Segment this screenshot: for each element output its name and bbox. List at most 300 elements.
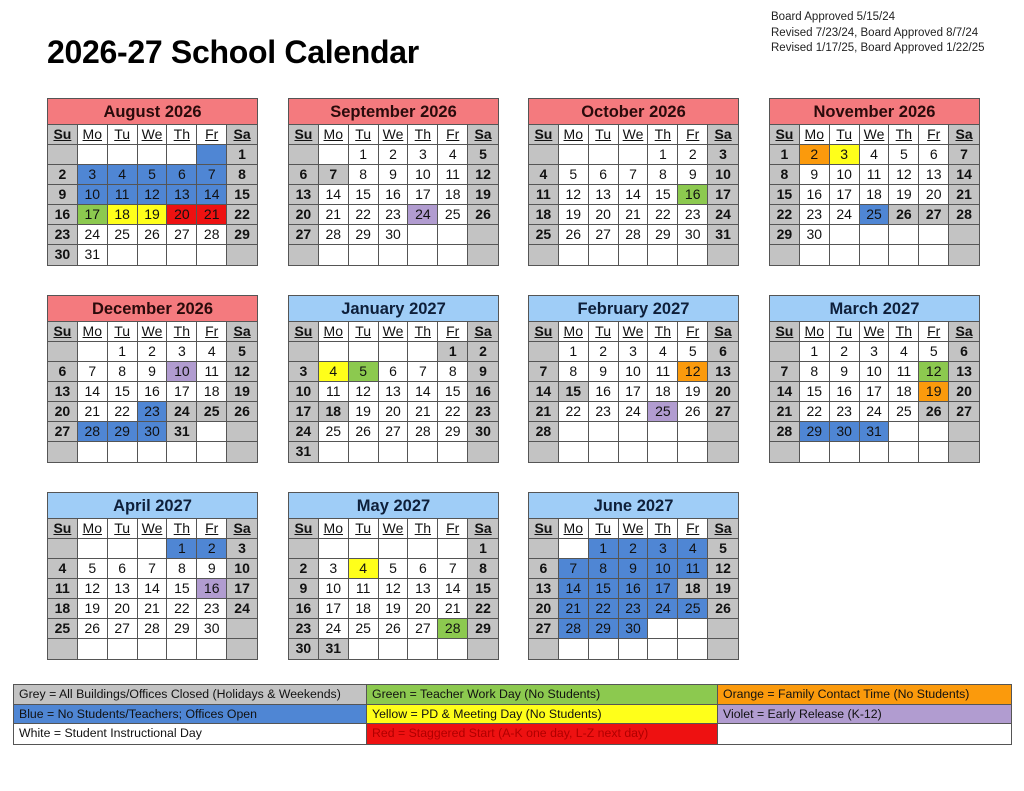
day-cell: 2 <box>197 539 227 559</box>
weekday-header: Th <box>889 322 919 342</box>
empty-cell <box>48 539 78 559</box>
weekday-header: Sa <box>468 322 498 342</box>
empty-cell <box>289 145 319 165</box>
day-cell: 4 <box>860 145 890 165</box>
empty-cell <box>468 639 498 659</box>
day-cell: 16 <box>468 382 498 402</box>
empty-cell <box>408 539 438 559</box>
revision-line: Revised 1/17/25, Board Approved 1/22/25 <box>771 42 985 54</box>
day-cell: 30 <box>197 619 227 639</box>
day-cell: 31 <box>319 639 349 659</box>
day-grid <box>529 519 738 659</box>
empty-cell <box>559 422 589 442</box>
empty-cell <box>708 442 738 462</box>
weekday-header: Su <box>529 322 559 342</box>
weekday-header: Th <box>408 125 438 145</box>
day-cell: 17 <box>860 382 890 402</box>
day-cell: 24 <box>619 402 649 422</box>
day-cell: 9 <box>589 362 619 382</box>
day-cell: 17 <box>167 382 197 402</box>
day-cell: 2 <box>800 145 830 165</box>
day-cell: 7 <box>438 559 468 579</box>
day-cell: 24 <box>408 205 438 225</box>
empty-cell <box>108 145 138 165</box>
weekday-header: Tu <box>108 519 138 539</box>
day-cell: 17 <box>408 185 438 205</box>
day-cell: 14 <box>619 185 649 205</box>
day-cell: 17 <box>830 185 860 205</box>
empty-cell <box>648 422 678 442</box>
day-cell: 17 <box>289 402 319 422</box>
day-cell: 22 <box>167 599 197 619</box>
empty-cell <box>770 442 800 462</box>
empty-cell <box>379 639 409 659</box>
day-cell: 5 <box>708 539 738 559</box>
empty-cell <box>589 422 619 442</box>
day-cell: 4 <box>889 342 919 362</box>
day-cell: 10 <box>227 559 257 579</box>
weekday-header: Su <box>48 125 78 145</box>
day-cell: 29 <box>800 422 830 442</box>
day-cell: 11 <box>648 362 678 382</box>
weekday-header: Th <box>167 519 197 539</box>
day-cell: 14 <box>319 185 349 205</box>
day-cell: 29 <box>468 619 498 639</box>
weekday-header: We <box>860 322 890 342</box>
day-cell: 13 <box>529 579 559 599</box>
day-cell: 18 <box>529 205 559 225</box>
empty-cell <box>438 539 468 559</box>
day-cell: 18 <box>860 185 890 205</box>
day-cell: 23 <box>379 205 409 225</box>
day-cell: 7 <box>78 362 108 382</box>
day-cell: 10 <box>648 559 678 579</box>
day-cell: 16 <box>289 599 319 619</box>
day-cell: 15 <box>227 185 257 205</box>
empty-cell <box>319 145 349 165</box>
day-grid <box>48 519 257 659</box>
day-cell: 26 <box>708 599 738 619</box>
legend-item: Orange = Family Contact Time (No Students) <box>718 685 1011 705</box>
day-cell: 23 <box>830 402 860 422</box>
day-cell: 23 <box>138 402 168 422</box>
day-cell: 31 <box>289 442 319 462</box>
day-cell: 4 <box>319 362 349 382</box>
empty-cell <box>619 422 649 442</box>
empty-cell <box>408 342 438 362</box>
empty-cell <box>529 145 559 165</box>
empty-cell <box>648 442 678 462</box>
empty-cell <box>78 639 108 659</box>
day-cell: 22 <box>438 402 468 422</box>
day-cell: 3 <box>830 145 860 165</box>
empty-cell <box>889 225 919 245</box>
weekday-header: We <box>619 322 649 342</box>
day-cell: 19 <box>889 185 919 205</box>
day-cell: 26 <box>227 402 257 422</box>
day-cell: 22 <box>589 599 619 619</box>
month-title: October 2026 <box>529 99 738 125</box>
day-cell: 26 <box>559 225 589 245</box>
day-cell: 16 <box>197 579 227 599</box>
day-cell: 15 <box>770 185 800 205</box>
day-cell: 6 <box>529 559 559 579</box>
day-cell: 15 <box>589 579 619 599</box>
revision-line: Board Approved 5/15/24 <box>771 11 896 23</box>
empty-cell <box>708 422 738 442</box>
day-cell: 6 <box>167 165 197 185</box>
empty-cell <box>227 639 257 659</box>
weekday-header: Mo <box>559 322 589 342</box>
empty-cell <box>648 619 678 639</box>
month-april-2027 <box>47 492 258 660</box>
day-cell: 25 <box>48 619 78 639</box>
day-cell: 11 <box>48 579 78 599</box>
empty-cell <box>319 342 349 362</box>
day-cell: 11 <box>349 579 379 599</box>
day-cell: 16 <box>589 382 619 402</box>
day-cell: 5 <box>889 145 919 165</box>
day-cell: 10 <box>167 362 197 382</box>
weekday-header: Fr <box>919 322 949 342</box>
day-cell: 7 <box>949 145 979 165</box>
day-cell: 9 <box>678 165 708 185</box>
day-cell: 15 <box>800 382 830 402</box>
day-cell: 20 <box>167 205 197 225</box>
day-cell: 25 <box>438 205 468 225</box>
empty-cell <box>468 245 498 265</box>
empty-cell <box>438 639 468 659</box>
empty-cell <box>589 145 619 165</box>
empty-cell <box>408 639 438 659</box>
day-cell: 6 <box>708 342 738 362</box>
day-cell: 28 <box>319 225 349 245</box>
empty-cell <box>468 442 498 462</box>
day-cell: 2 <box>138 342 168 362</box>
weekday-header: Th <box>648 322 678 342</box>
day-grid <box>770 125 979 265</box>
weekday-header: Mo <box>319 322 349 342</box>
empty-cell <box>589 245 619 265</box>
day-cell: 5 <box>678 342 708 362</box>
empty-cell <box>529 342 559 362</box>
day-cell: 18 <box>889 382 919 402</box>
legend-item: Blue = No Students/Teachers; Offices Open <box>14 705 367 725</box>
day-cell: 22 <box>468 599 498 619</box>
weekday-header: Tu <box>589 322 619 342</box>
day-cell: 23 <box>800 205 830 225</box>
day-cell: 10 <box>830 165 860 185</box>
day-cell: 23 <box>468 402 498 422</box>
empty-cell <box>830 245 860 265</box>
day-cell: 27 <box>289 225 319 245</box>
empty-cell <box>167 639 197 659</box>
day-cell: 8 <box>108 362 138 382</box>
weekday-header: Sa <box>468 125 498 145</box>
empty-cell <box>949 422 979 442</box>
day-cell: 25 <box>860 205 890 225</box>
day-cell: 29 <box>108 422 138 442</box>
month-title: June 2027 <box>529 493 738 519</box>
day-grid <box>289 125 498 265</box>
day-cell: 24 <box>289 422 319 442</box>
empty-cell <box>619 442 649 462</box>
empty-cell <box>648 639 678 659</box>
empty-cell <box>319 539 349 559</box>
day-cell: 30 <box>379 225 409 245</box>
day-cell: 3 <box>619 342 649 362</box>
day-cell: 12 <box>708 559 738 579</box>
weekday-header: We <box>379 519 409 539</box>
day-cell: 29 <box>770 225 800 245</box>
empty-cell <box>800 442 830 462</box>
day-cell: 1 <box>800 342 830 362</box>
day-cell: 28 <box>529 422 559 442</box>
day-cell: 3 <box>648 539 678 559</box>
day-cell: 22 <box>800 402 830 422</box>
weekday-header: Sa <box>468 519 498 539</box>
day-cell: 7 <box>408 362 438 382</box>
empty-cell <box>949 245 979 265</box>
empty-cell <box>529 539 559 559</box>
weekday-header: We <box>138 519 168 539</box>
day-cell: 26 <box>379 619 409 639</box>
day-cell: 24 <box>78 225 108 245</box>
empty-cell <box>138 539 168 559</box>
weekday-header: Tu <box>349 125 379 145</box>
weekday-header: Mo <box>319 519 349 539</box>
weekday-header: Tu <box>589 125 619 145</box>
day-cell: 27 <box>708 402 738 422</box>
empty-cell <box>167 442 197 462</box>
color-legend <box>13 684 1012 745</box>
day-cell: 15 <box>648 185 678 205</box>
weekday-header: Th <box>167 125 197 145</box>
day-cell: 20 <box>949 382 979 402</box>
day-cell: 6 <box>379 362 409 382</box>
day-cell: 20 <box>529 599 559 619</box>
empty-cell <box>830 225 860 245</box>
weekday-header: Th <box>648 125 678 145</box>
day-cell: 24 <box>319 619 349 639</box>
empty-cell <box>349 639 379 659</box>
day-cell: 5 <box>349 362 379 382</box>
day-cell: 27 <box>108 619 138 639</box>
day-cell: 19 <box>349 402 379 422</box>
weekday-header: Sa <box>227 125 257 145</box>
day-cell: 18 <box>197 382 227 402</box>
day-cell: 13 <box>708 362 738 382</box>
day-cell: 5 <box>468 145 498 165</box>
day-cell: 3 <box>78 165 108 185</box>
day-cell: 7 <box>529 362 559 382</box>
day-cell: 12 <box>227 362 257 382</box>
weekday-header: Tu <box>108 322 138 342</box>
empty-cell <box>559 539 589 559</box>
revision-notes <box>771 10 985 57</box>
empty-cell <box>529 639 559 659</box>
day-cell: 16 <box>138 382 168 402</box>
day-cell: 13 <box>379 382 409 402</box>
day-cell: 25 <box>648 402 678 422</box>
day-cell: 25 <box>349 619 379 639</box>
day-cell: 17 <box>708 185 738 205</box>
day-cell: 6 <box>108 559 138 579</box>
day-cell: 15 <box>559 382 589 402</box>
weekday-header: We <box>138 322 168 342</box>
day-cell: 1 <box>349 145 379 165</box>
day-cell: 28 <box>138 619 168 639</box>
day-cell: 21 <box>78 402 108 422</box>
day-cell: 26 <box>349 422 379 442</box>
day-cell: 19 <box>138 205 168 225</box>
day-cell: 16 <box>830 382 860 402</box>
day-cell: 16 <box>619 579 649 599</box>
day-cell: 4 <box>108 165 138 185</box>
weekday-header: We <box>619 519 649 539</box>
weekday-header: Su <box>529 519 559 539</box>
day-cell: 21 <box>770 402 800 422</box>
day-cell: 11 <box>889 362 919 382</box>
day-cell: 13 <box>48 382 78 402</box>
day-cell: 11 <box>108 185 138 205</box>
day-cell: 5 <box>78 559 108 579</box>
day-cell: 6 <box>289 165 319 185</box>
day-cell: 5 <box>138 165 168 185</box>
day-cell: 27 <box>529 619 559 639</box>
day-cell: 13 <box>289 185 319 205</box>
day-cell: 28 <box>619 225 649 245</box>
day-cell: 21 <box>438 599 468 619</box>
day-cell: 5 <box>227 342 257 362</box>
day-cell: 10 <box>408 165 438 185</box>
day-grid <box>48 322 257 462</box>
day-cell: 15 <box>108 382 138 402</box>
empty-cell <box>678 639 708 659</box>
weekday-header: Fr <box>197 519 227 539</box>
day-grid <box>529 125 738 265</box>
day-cell: 1 <box>167 539 197 559</box>
empty-cell <box>860 225 890 245</box>
day-cell: 19 <box>468 185 498 205</box>
day-cell: 23 <box>619 599 649 619</box>
day-cell: 14 <box>559 579 589 599</box>
empty-cell <box>197 422 227 442</box>
day-cell: 8 <box>349 165 379 185</box>
weekday-header: Th <box>648 519 678 539</box>
empty-cell <box>770 245 800 265</box>
empty-cell <box>919 225 949 245</box>
day-cell: 19 <box>227 382 257 402</box>
empty-cell <box>197 245 227 265</box>
empty-cell <box>227 422 257 442</box>
day-cell: 15 <box>438 382 468 402</box>
day-cell: 30 <box>48 245 78 265</box>
day-cell: 6 <box>949 342 979 362</box>
day-cell: 22 <box>770 205 800 225</box>
day-cell: 22 <box>559 402 589 422</box>
day-cell: 1 <box>589 539 619 559</box>
day-cell: 29 <box>648 225 678 245</box>
weekday-header: We <box>138 125 168 145</box>
day-cell: 10 <box>708 165 738 185</box>
day-cell: 27 <box>949 402 979 422</box>
day-cell: 26 <box>678 402 708 422</box>
day-cell: 3 <box>860 342 890 362</box>
weekday-header: Su <box>770 322 800 342</box>
month-title: November 2026 <box>770 99 979 125</box>
empty-cell <box>138 145 168 165</box>
day-cell: 20 <box>289 205 319 225</box>
empty-cell <box>408 442 438 462</box>
day-cell: 26 <box>78 619 108 639</box>
empty-cell <box>289 342 319 362</box>
day-cell: 14 <box>949 165 979 185</box>
day-cell: 2 <box>468 342 498 362</box>
day-cell: 7 <box>559 559 589 579</box>
weekday-header: Sa <box>708 125 738 145</box>
day-cell: 12 <box>78 579 108 599</box>
weekday-header: Tu <box>830 125 860 145</box>
day-cell: 18 <box>349 599 379 619</box>
day-cell: 2 <box>619 539 649 559</box>
day-cell: 20 <box>589 205 619 225</box>
day-cell: 26 <box>468 205 498 225</box>
weekday-header: Su <box>289 322 319 342</box>
empty-cell <box>349 342 379 362</box>
day-cell: 1 <box>559 342 589 362</box>
day-cell: 10 <box>619 362 649 382</box>
month-title: August 2026 <box>48 99 257 125</box>
month-title: December 2026 <box>48 296 257 322</box>
legend-item <box>718 724 1011 744</box>
day-cell: 11 <box>860 165 890 185</box>
weekday-header: We <box>860 125 890 145</box>
day-cell: 1 <box>648 145 678 165</box>
day-cell: 21 <box>949 185 979 205</box>
day-cell: 3 <box>319 559 349 579</box>
empty-cell <box>589 442 619 462</box>
day-cell: 1 <box>468 539 498 559</box>
day-cell: 17 <box>319 599 349 619</box>
day-cell: 25 <box>108 225 138 245</box>
day-cell: 10 <box>319 579 349 599</box>
day-cell: 3 <box>289 362 319 382</box>
day-cell: 11 <box>319 382 349 402</box>
weekday-header: Tu <box>108 125 138 145</box>
weekday-header: Mo <box>78 519 108 539</box>
day-cell: 18 <box>648 382 678 402</box>
day-cell: 23 <box>289 619 319 639</box>
day-cell: 5 <box>559 165 589 185</box>
day-cell: 21 <box>319 205 349 225</box>
day-cell: 28 <box>197 225 227 245</box>
weekday-header: Su <box>770 125 800 145</box>
day-cell: 15 <box>349 185 379 205</box>
weekday-header: Sa <box>949 322 979 342</box>
day-cell: 17 <box>619 382 649 402</box>
day-cell: 28 <box>78 422 108 442</box>
empty-cell <box>379 442 409 462</box>
month-title: March 2027 <box>770 296 979 322</box>
empty-cell <box>138 639 168 659</box>
day-cell: 23 <box>589 402 619 422</box>
day-cell: 9 <box>138 362 168 382</box>
day-cell: 28 <box>438 619 468 639</box>
day-cell: 21 <box>138 599 168 619</box>
day-cell: 3 <box>408 145 438 165</box>
day-cell: 12 <box>138 185 168 205</box>
